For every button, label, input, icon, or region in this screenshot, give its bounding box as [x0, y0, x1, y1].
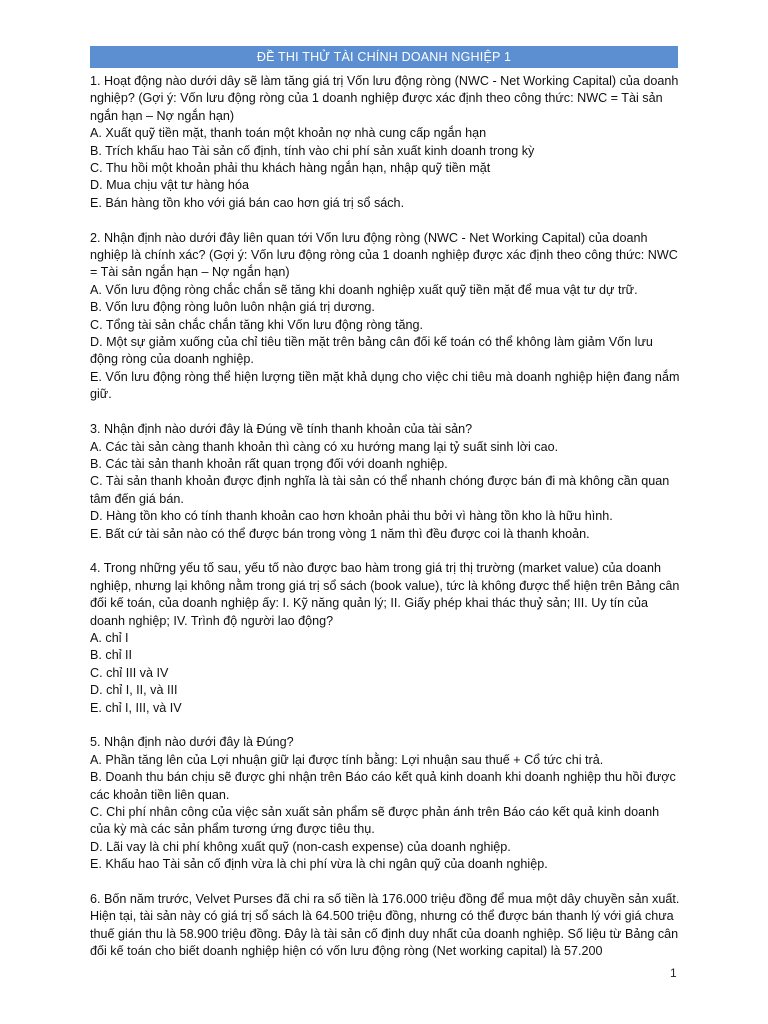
question-4	[90, 560, 680, 717]
option-c: C. Chi phí nhân công của việc sản xuất sản phẩm sẽ được phản ánh trên Báo cáo kết quả kinh doanh của kỳ mà các sản phẩm tương ứng được tiêu thụ.	[90, 805, 660, 837]
question-stem: 5. Nhận định nào dưới đây là Đúng?	[90, 735, 294, 750]
question-6	[90, 891, 680, 961]
question-stem: 1. Hoạt động nào dưới dây sẽ làm tăng giá trị Vốn lưu động ròng (NWC - Net Working Capital) của doanh nghiệp? (Gợi ý: Vốn lưu động ròng của 1 doanh nghiệp được xác định theo công thức: NWC = Tài sản ngắn hạn – Nợ ngắn hạn)	[90, 74, 679, 123]
option-a: A. chỉ I	[90, 630, 129, 645]
document-title: ĐỀ THI THỬ TÀI CHÍNH DOANH NGHIỆP 1	[90, 46, 678, 68]
question-stem: 3. Nhận định nào dưới đây là Đúng về tính thanh khoản của tài sản?	[90, 422, 473, 437]
option-b: B. Trích khấu hao Tài sản cố định, tính vào chi phí sản xuất kinh doanh trong kỳ	[90, 143, 535, 158]
option-e: E. Bất cứ tài sản nào có thể được bán trong vòng 1 năm thì đều được coi là thanh khoản.	[90, 526, 590, 541]
option-b: B. Doanh thu bán chịu sẽ được ghi nhận trên Báo cáo kết quả kinh doanh khi doanh nghiệp thu hồi được các khoản tiền liên quan.	[90, 770, 676, 802]
option-c: C. chỉ III và IV	[90, 665, 169, 680]
option-c: C. Tổng tài sản chắc chắn tăng khi Vốn lưu động ròng tăng.	[90, 317, 424, 332]
option-b: B. Các tài sản thanh khoản rất quan trọng đối với doanh nghiệp.	[90, 456, 448, 471]
questions-container	[90, 73, 680, 978]
question-3	[90, 421, 680, 543]
question-2	[90, 230, 680, 404]
option-a: A. Phần tăng lên của Lợi nhuận giữ lại được tính bằng: Lợi nhuận sau thuế + Cổ tức chi trả.	[90, 752, 604, 767]
option-a: A. Các tài sản càng thanh khoản thì càng có xu hướng mang lại tỷ suất sinh lời cao.	[90, 439, 559, 454]
question-5	[90, 734, 680, 873]
option-d: D. Lãi vay là chi phí không xuất quỹ (non-cash expense) của doanh nghiệp.	[90, 839, 511, 854]
question-stem: 2. Nhận định nào dưới đây liên quan tới Vốn lưu động ròng (NWC - Net Working Capital) của doanh nghiệp là chính xác? (Gợi ý: Vốn lưu động ròng của 1 doanh nghiệp được xác định theo công thức: NWC = Tài sản ngắn hạn – Nợ ngắn hạn)	[90, 230, 678, 280]
option-d: D. Hàng tồn kho có tính thanh khoản cao hơn khoản phải thu bởi vì hàng tồn kho là hữu hình.	[90, 509, 613, 524]
question-stem: 4. Trong những yếu tố sau, yếu tố nào được bao hàm trong giá trị thị trường (market value) của doanh nghiệp, nhưng lại không nằm trong giá trị sổ sách (book value), tức là không được thể hiện trên Bảng cân đối kế toán, của doanh nghiệp ấy: I. Kỹ năng quản lý; II. Giấy phép khai thác thuỷ sản; III. Uy tín của doanh nghiệp; IV. Trình độ người lao động?	[90, 561, 680, 628]
option-b: B. chỉ II	[90, 648, 132, 663]
question-1	[90, 73, 680, 212]
option-b: B. Vốn lưu động ròng luôn luôn nhận giá trị dương.	[90, 300, 375, 315]
option-e: E. Khấu hao Tài sản cố định vừa là chi phí vừa là chi ngân quỹ của doanh nghiệp.	[90, 857, 548, 872]
option-e: E. Bán hàng tồn kho với giá bán cao hơn giá trị sổ sách.	[90, 195, 405, 210]
option-e: E. chỉ I, III, và IV	[90, 700, 182, 715]
option-d: D. Một sự giảm xuống của chỉ tiêu tiền mặt trên bảng cân đối kế toán có thể không làm giảm Vốn lưu động ròng của doanh nghiệp.	[90, 335, 653, 367]
page-number: 1	[670, 966, 677, 980]
question-stem: 6. Bốn năm trước, Velvet Purses đã chi ra số tiền là 176.000 triệu đồng để mua một dây chuyền sản xuất. Hiện tại, tài sản này có giá trị sổ sách là 64.500 triệu đồng, nhưng có thể được bán thanh lý với giá chưa thuế gián thu là 58.900 triệu đồng. Đây là tài sản cố định duy nhất của doanh nghiệp. Số liệu từ Bảng cân đối kế toán cho biết doanh nghiệp hiện có vốn lưu động ròng (Net working capital) là 57.200	[90, 892, 680, 959]
option-d: D. Mua chịu vật tư hàng hóa	[90, 178, 249, 193]
option-a: A. Xuất quỹ tiền mặt, thanh toán một khoản nợ nhà cung cấp ngắn hạn	[90, 126, 487, 141]
option-e: E. Vốn lưu động ròng thể hiện lượng tiền mặt khả dụng cho việc chi tiêu mà doanh nghiệp hiện đang nắm giữ.	[90, 369, 680, 402]
option-c: C. Tài sản thanh khoản được định nghĩa là tài sản có thể nhanh chóng được bán đi mà không cần quan tâm đến giá bán.	[90, 474, 670, 506]
option-a: A. Vốn lưu động ròng chắc chắn sẽ tăng khi doanh nghiệp xuất quỹ tiền mặt để mua vật tư dự trữ.	[90, 282, 638, 297]
option-c: C. Thu hồi một khoản phải thu khách hàng ngắn hạn, nhập quỹ tiền mặt	[90, 161, 491, 176]
option-d: D. chỉ I, II, và III	[90, 683, 178, 698]
